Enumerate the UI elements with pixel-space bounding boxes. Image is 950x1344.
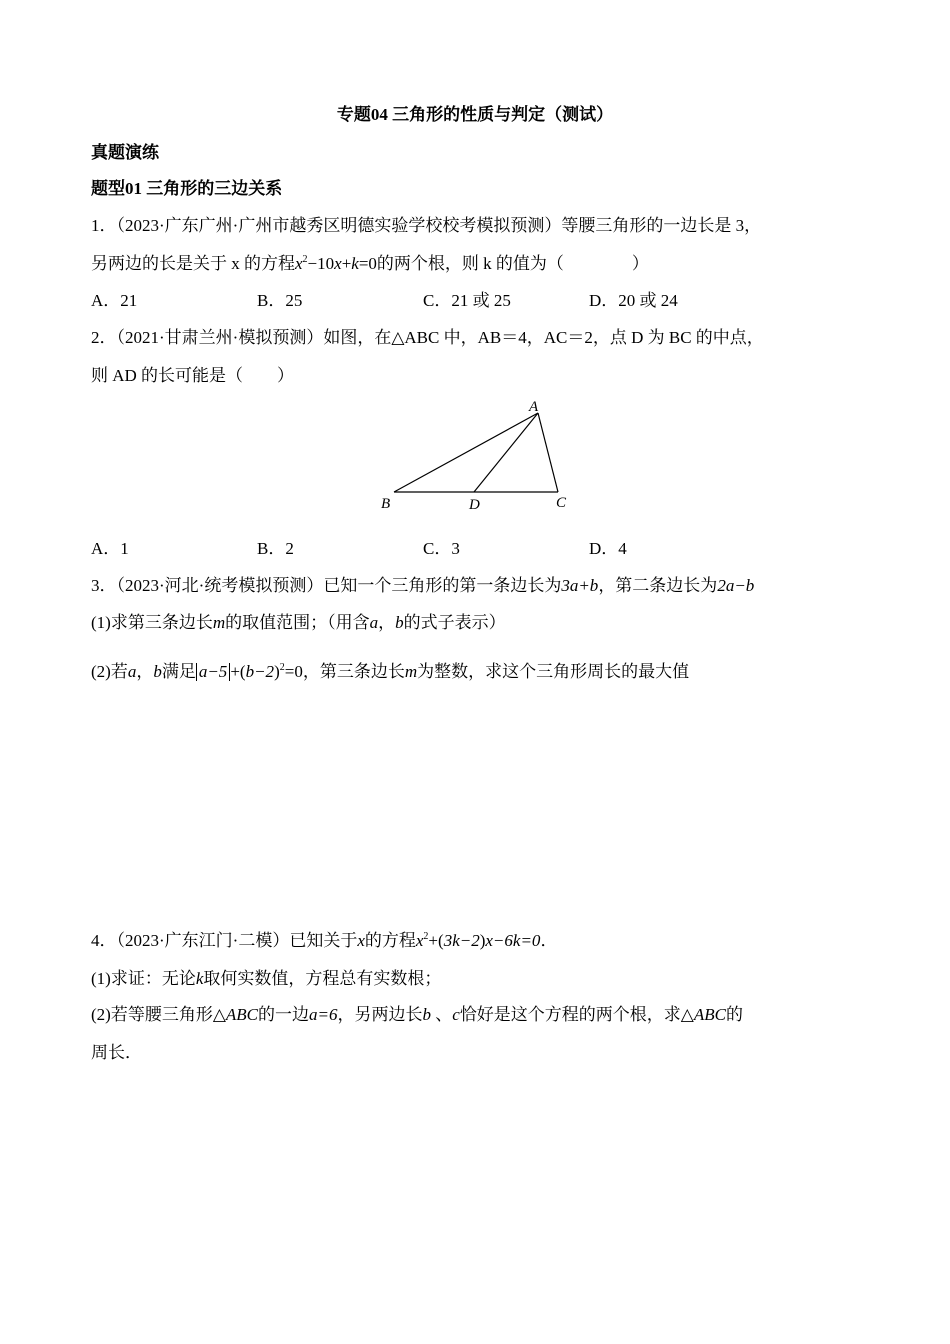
q4-eq-exp: 2: [423, 931, 429, 942]
q1-line2-pre: 另两边的长是关于 x 的方程: [91, 254, 295, 273]
q3-paren-expr: (b−2): [239, 662, 280, 681]
q3-abs-expr: a−5: [196, 663, 230, 681]
q1-option-a: A．21: [91, 291, 138, 310]
q4-paren-expr: (3k−2): [438, 931, 486, 950]
q4-sep: 、: [431, 1005, 453, 1024]
section-heading: 真题演练: [91, 143, 159, 162]
label-c: C: [556, 495, 567, 511]
label-d: D: [469, 497, 480, 513]
q2-option-d: D．4: [589, 539, 627, 558]
q1-eq-exp: 2: [302, 254, 308, 265]
q4-abc-1: ABC: [225, 1005, 259, 1024]
q1-eq-x2: x: [334, 254, 342, 273]
q3-var-m: m: [212, 613, 226, 632]
q4-var-k: k: [195, 969, 204, 988]
q3-line1-mid: ，第二条边长为: [598, 576, 718, 595]
q4-abc-2: ABC: [693, 1005, 726, 1024]
label-a: A: [529, 399, 539, 415]
q3-var-a: a: [369, 613, 379, 632]
q3-sub2-cond: 满足: [161, 662, 196, 681]
q3-expr1: 3a+b: [561, 576, 599, 595]
segment-ab: [394, 413, 538, 492]
q3-sub2-pre: (2)若: [91, 662, 128, 681]
q3-comma: ，: [378, 613, 396, 632]
q3-sub2: [91, 660, 689, 684]
q4-line1-end: ．: [540, 931, 558, 950]
q3-sub2-a: a: [127, 662, 137, 681]
q4-eq-x: x: [415, 931, 424, 950]
q3-sub2-m: m: [404, 662, 418, 681]
q1-option-b: B．25: [257, 291, 303, 310]
q1-eq-end: =0: [358, 254, 377, 273]
q1-eq-mid: −10: [307, 254, 335, 273]
q4-line1-pre: 4．（2023·广东江门·二模）已知关于: [91, 931, 358, 950]
q4-sub1-post: 取何实数值，方程总有实数根；: [203, 969, 442, 988]
q3-line1-pre: 3．（2023·河北·统考模拟预测）已知一个三角形的第一条边长为: [91, 576, 562, 595]
q4-eq-plus: +: [428, 931, 439, 950]
type-heading: 题型01 三角形的三边关系: [91, 179, 283, 198]
q3-sub2-comma: ，: [136, 662, 154, 681]
q1-eq-plus: +: [341, 254, 352, 273]
q2-options: [91, 537, 891, 561]
q3-eq0: =0: [284, 662, 303, 681]
q4-sub2: [91, 1003, 743, 1027]
q3-line1: [91, 574, 754, 598]
q3-sub2-mid: ，第三条边长: [302, 662, 405, 681]
q3-sub1-post: 的取值范围；（用含: [225, 613, 370, 632]
q4-last-line: 周长．: [91, 1043, 142, 1062]
q2-line2: 则 AD 的长可能是（ ）: [91, 366, 295, 385]
q4-var-b: b: [422, 1005, 431, 1024]
q3-sub1-end: 的式子表示）: [403, 613, 506, 632]
q2-line1: 2．（2021·甘肃兰州·模拟预测）如图，在△ABC 中，AB＝4，AC＝2，点 D 为 BC 的中点，: [91, 328, 764, 347]
q1-line2-post: 的两个根，则 k 的值为（ ）: [376, 254, 649, 273]
q3-plus: +: [230, 662, 240, 681]
q4-line1: [91, 929, 557, 953]
q4-sub1: [91, 967, 441, 991]
q1-options: [91, 289, 891, 313]
triangle-figure: [370, 392, 580, 517]
q1-option-d: D．20 或 24: [589, 291, 678, 310]
q4-sub2-a: 的一边: [258, 1005, 310, 1024]
q2-option-c: C．3: [423, 539, 460, 558]
q3-var-b: b: [395, 613, 404, 632]
q2-option-a: A．1: [91, 539, 129, 558]
q3-sub1: [91, 611, 506, 635]
q3-sub2-post: 为整数，求这个三角形周长的最大值: [417, 662, 690, 681]
label-b: B: [381, 496, 391, 512]
q1-line1: 1．（2023·广东广州·广州市越秀区明德实验学校校考模拟预测）等腰三角形的一边长是 3，: [91, 216, 762, 235]
q3-square: 2: [279, 662, 285, 673]
q4-sub2-b: ，另两边长: [337, 1005, 423, 1024]
q1-option-c: C．21 或 25: [423, 291, 511, 310]
q4-sub1-pre: (1)求证：无论: [91, 969, 196, 988]
q3-expr2: 2a−b: [717, 576, 755, 595]
q3-sub2-b: b: [153, 662, 162, 681]
q3-paren-inner: b−2: [245, 662, 275, 681]
q1-eq-x: x: [295, 254, 303, 273]
q1-equation: [295, 254, 377, 273]
page-title: 专题04 三角形的性质与判定（测试）: [336, 105, 614, 124]
q4-eq-rest: x−6k=0: [485, 931, 541, 950]
q4-line1-mid: 的方程: [364, 931, 416, 950]
q1-line2: [91, 252, 649, 276]
q1-eq-k: k: [351, 254, 359, 273]
q4-paren-inner: 3k−2: [443, 931, 480, 950]
q4-var-x: x: [357, 931, 365, 950]
q4-sub2-pre: (2)若等腰三角形△: [91, 1005, 226, 1024]
q4-var-c: c: [452, 1005, 460, 1024]
segment-ad: [474, 413, 538, 492]
q3-sub1-pre: (1)求第三条边长: [91, 613, 213, 632]
q2-option-b: B．2: [257, 539, 294, 558]
q4-a-eq: a=6: [309, 1005, 338, 1024]
q4-sub2-end: 的: [725, 1005, 743, 1024]
segment-ac: [538, 413, 558, 492]
q4-sub2-c: 恰好是这个方程的两个根，求△: [459, 1005, 694, 1024]
